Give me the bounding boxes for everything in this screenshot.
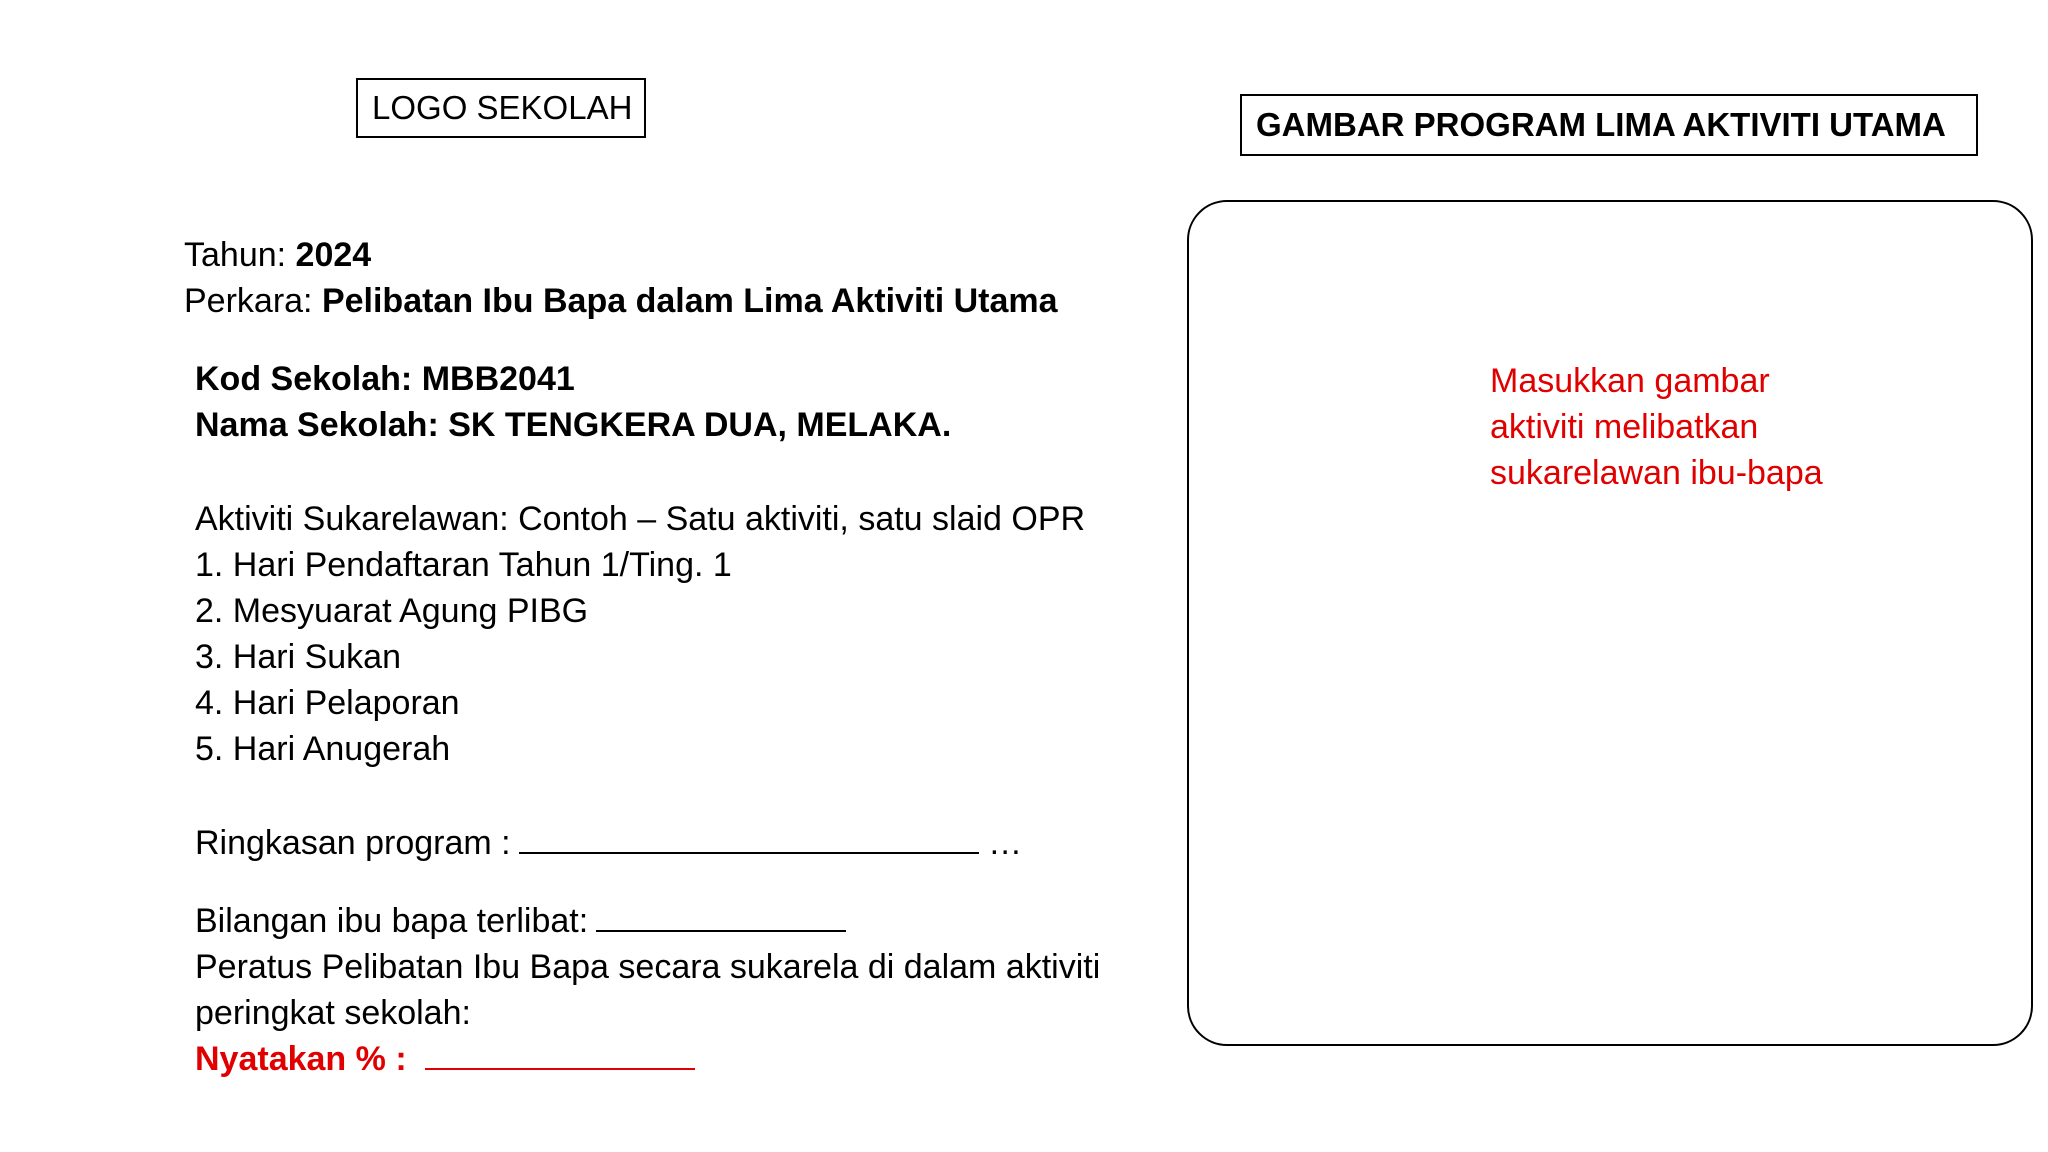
percentage-text-line1: Peratus Pelibatan Ibu Bapa secara sukarela di dalam aktiviti [195,948,1101,986]
subject-line [184,278,1058,324]
photo-section-title-label: GAMBAR PROGRAM LIMA AKTIVITI UTAMA [1256,106,1946,143]
percentage-label: Nyatakan % : [195,1040,407,1078]
activity-item: 1. Hari Pendaftaran Tahun 1/Ting. 1 [195,546,732,584]
school-name: Nama Sekolah: SK TENGKERA DUA, MELAKA. [195,406,952,444]
school-code: Kod Sekolah: MBB2041 [195,360,575,398]
parents-count-label: Bilangan ibu bapa terlibat: [195,902,589,940]
activity-item: 4. Hari Pelaporan [195,684,460,722]
subject-value: Pelibatan Ibu Bapa dalam Lima Aktiviti Utama [321,282,1058,320]
summary-label: Ringkasan program : [195,824,511,862]
year-line [184,232,371,278]
percentage-text-line2: peringkat sekolah: [195,994,471,1032]
percentage-blank[interactable] [425,1038,695,1070]
photo-section-title [1240,94,1978,156]
activities-heading: Aktiviti Sukarelawan: Contoh – Satu aktiviti, satu slaid OPR [195,500,1086,538]
summary-blank[interactable] [519,822,979,854]
parents-count-blank[interactable] [596,900,846,932]
activity-item: 2. Mesyuarat Agung PIBG [195,592,589,630]
logo-placeholder-label: LOGO SEKOLAH [372,89,633,126]
year-value: 2024 [295,236,372,274]
logo-placeholder [356,78,646,138]
subject-label: Perkara: [184,282,313,320]
activity-item: 3. Hari Sukan [195,638,401,676]
photo-hint: Masukkan gambar aktiviti melibatkan sukarelawan ibu-bapa [1490,362,1823,492]
parents-count-line [195,898,846,944]
year-label: Tahun: [184,236,287,274]
percentage-line [195,1036,695,1082]
summary-suffix: … [988,824,1023,862]
activity-item: 5. Hari Anugerah [195,730,451,768]
summary-line [195,820,1022,866]
photo-frame[interactable] [1187,200,2033,1046]
